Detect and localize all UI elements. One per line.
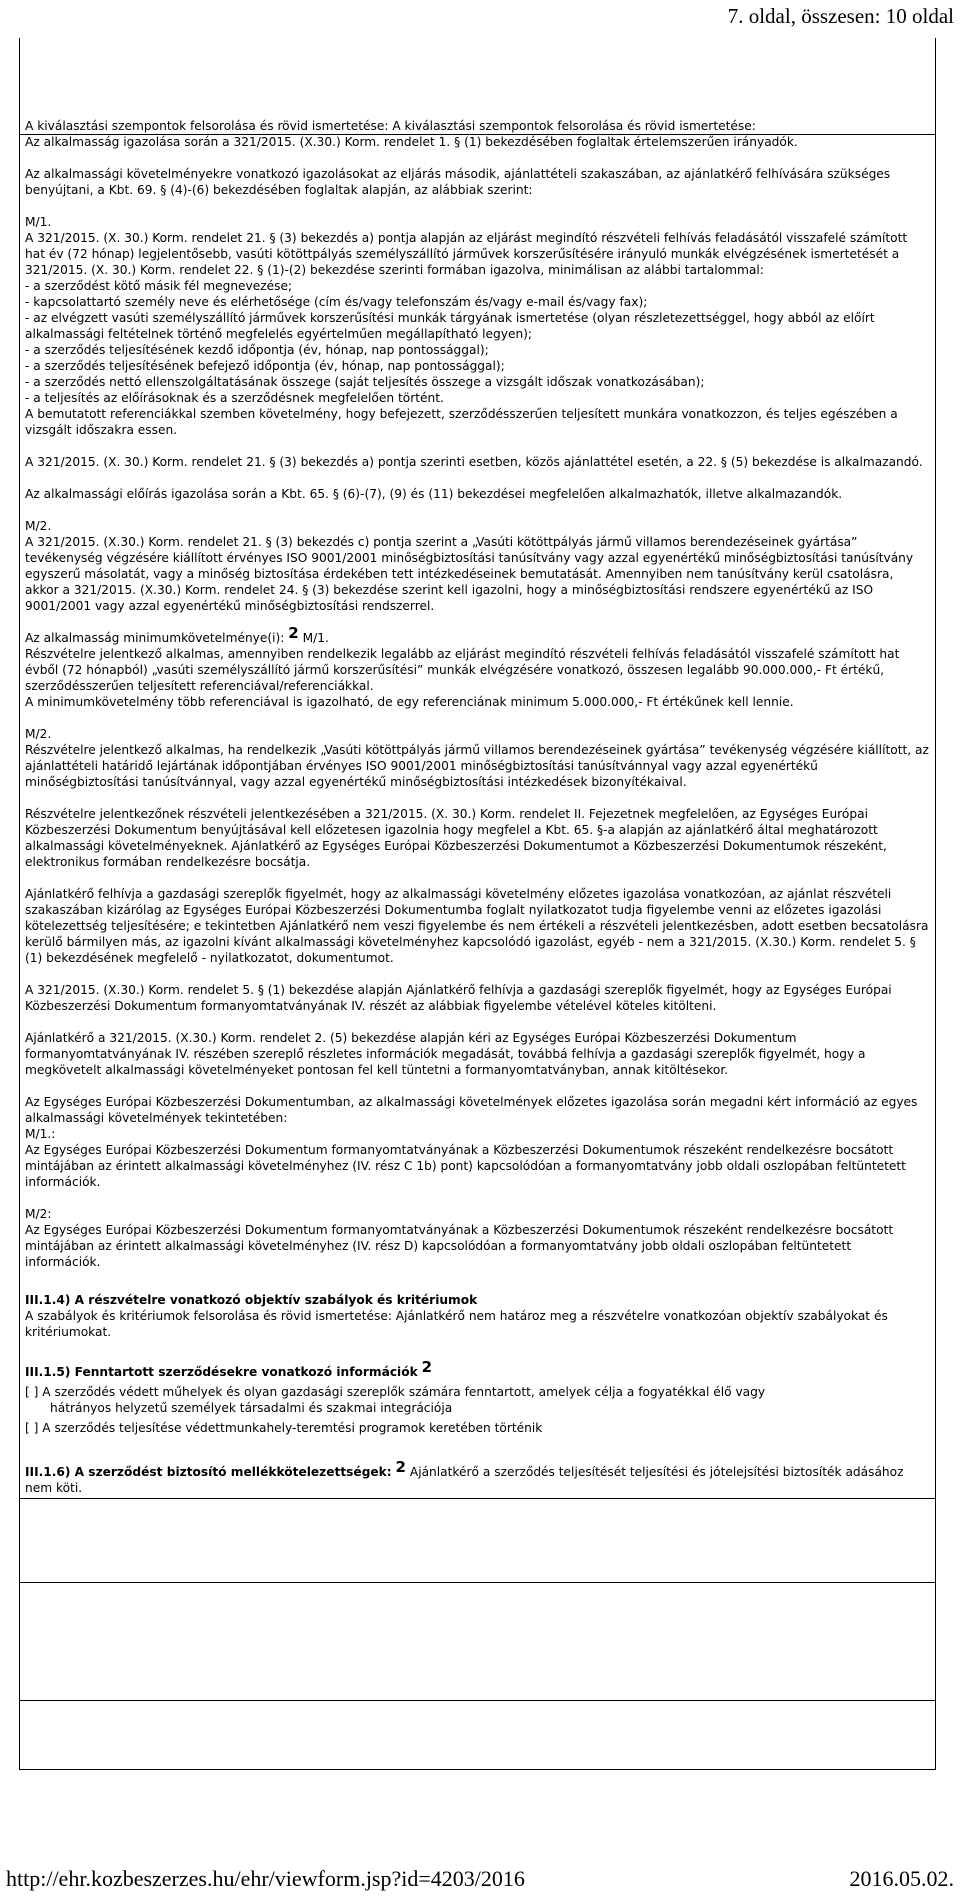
m1-block [25,214,930,438]
section-116-text: Ajánlatkérő a szerződés teljesítését teljesítési és jótelejsítési biztosíték adásához nem köti. [25,1465,904,1495]
rendelet5-paragraph: A 321/2015. (X.30.) Korm. rendelet 5. § (1) bekezdése alapján Ajánlatkérő felhívja a gazdasági szereplők figyelmét, hogy az Egységes Európai Közbeszerzési Dokumentum formanyomtatványának IV. részét az alábbiak figyelembe vételével köteles kitölteni. [25,983,892,1013]
section-divider [19,1700,936,1701]
minimum-label-line [25,624,930,646]
section-114-text: A szabályok és kritériumok felsorolása és rövid ismertetése: Ajánlatkérő nem határoz meg a részvételre vonatkozóan objektív szabályokat és kritériumokat. [25,1309,888,1339]
footer-url: http://ehr.kozbeszerzes.hu/ehr/viewform.jsp?id=4203/2016 [6,1866,525,1891]
list-item: - kapcsolattartó személy neve és elérhetősége (cím és/vagy telefonszám és/vagy e-mail és/vagy fax); [25,295,648,309]
section-116 [25,1458,930,1496]
espd-m2-block [25,1206,930,1270]
section-115-title-line [25,1358,930,1380]
espd-paragraph: Részvételre jelentkezőnek részvételi jelentkezésében a 321/2015. (X. 30.) Korm. rendelet II. Fejezetnek megfelelően, az Egységes Európai Közbeszerzési Dokumentum benyújtásával kell előzetesen igazolnia hogy megfelel a Kbt. 65. §-a alapján az ajánlatkérő által meghatározott alkalmassági követelményeknek. Ajánlatkérő az Egységes Európai Közbeszerzési Dokumentumot a Közbeszerzési Dokumentumok részeként, elektronikus formában rendelkezésre bocsátja. [25,807,887,869]
reserved-option-1-cont: hátrányos helyzetű személyek társadalmi és szakmai integrációja [50,1401,453,1415]
section-divider [19,1582,936,1583]
list-item: - a szerződést kötő másik fél megnevezése; [25,279,293,293]
intro-paragraph [25,118,930,150]
minimum-m2-text: Részvételre jelentkező alkalmas, ha rendelkezik „Vasúti kötöttpályás jármű villamos berendezéseinek gyártása” tevékenység végzésére kiállított, az ajánlattételi határidő lejártának időpontjában érvényes ISO 9001/2001 minőségbiztosítási tanúsítvánnyal vagy azzal egyenértékű minőségbiztosítási tanúsítvánnyal, vagy azzal egyenértékű minőségbiztosítási intézkedések bizonyítékaival. [25,743,929,789]
m1-closing: A bemutatott referenciákkal szemben követelmény, hogy befejezett, szerződésszerűen teljesített munkára vonatkozzon, és teljes egészében a vizsgált időszakra essen. [25,407,898,437]
list-item: - a teljesítés az előírásoknak és a szerződésnek megfelelően történt. [25,391,444,405]
document-content [25,118,930,1512]
minimum-label: Az alkalmasság minimumkövetelménye(i): [25,631,285,645]
minimum-m1-note: A minimumkövetelmény több referenciával is igazolható, de egy referenciának minimum 5.000.000,- Ft értékűnek kell lennie. [25,695,794,709]
m2-text: A 321/2015. (X.30.) Korm. rendelet 21. § (3) bekezdés c) pontja szerint a „Vasúti kötöttpályás jármű villamos berendezéseinek gyártása” tevékenység végzésére kiállított érvényes ISO 9001/2001 minőségbiztosítási tanúsítvány vagy azzal egyenértékű minőségbiztosítási tanúsítvány egyszerű másolatát, vagy a minőség biztosítása érdekében tett intézkedéseinek bemutatását. Amennyiben nem tanúsítvány kerül csatolásra, akkor a 321/2015. (X.30.) Korm. rendelet 24. § (3) bekezdése szerint kell igazolni, hogy a minőségbiztosítási rendszere egyenértékű az ISO 9001/2001 vagy azzal egyenértékű minőségbiztosítási rendszerrel. [25,535,914,613]
espd-m1-label: M/1.: [25,1127,56,1141]
espd-m2-text: Az Egységes Európai Közbeszerzési Dokumentum formanyomtatványának a Közbeszerzési Dokumentumok részeként rendelkezésre bocsátott mintájában az érintett alkalmassági követelményhez (IV. rész D) kapcsolódóan a formanyomtatvány jobb oldali oszlopában feltüntetett információk. [25,1223,894,1269]
m1-text: A 321/2015. (X. 30.) Korm. rendelet 21. § (3) bekezdés a) pontja alapján az eljárást megindító részvételi felhívás feladásától visszafelé számított hat év (72 hónap) legjelentősebb, vasúti kötöttpályás személyszállító járművek korszerűsítésére irányuló munkák elvégzésének ismertetését a 321/2015. (X. 30.) Korm. rendelet 22. § (1)-(2) bekezdése szerinti formában igazolva, minimálisan az alábbi tartalommal: [25,231,908,277]
espd-m2-label: M/2: [25,1207,52,1221]
joint-bid-paragraph: A 321/2015. (X. 30.) Korm. rendelet 21. § (3) bekezdés a) pontja szerinti esetben, közös ajánlattétel esetén, a 22. § (5) bekezdése is alkalmazandó. [25,455,923,469]
page-indicator: 7. oldal, összesen: 10 oldal [727,4,954,28]
espd-details-block [25,1094,930,1190]
section-114 [25,1292,930,1340]
m1-label: M/1. [25,215,52,229]
intro-line: A kiválasztási szempontok felsorolása és rövid ismertetése: A kiválasztási szempontok felsorolása és rövid ismertetése: [25,119,756,133]
list-item: - a szerződés teljesítésének kezdő időpontja (év, hónap, nap pontossággal); [25,343,489,357]
reserved-option-2-text: [ ] A szerződés teljesítése védettmunkahely-teremtési programok keretében történik [25,1421,543,1435]
requirements-paragraph: Az alkalmassági követelményekre vonatkozó igazolásokat az eljárás második, ajánlattételi szakaszában, az ajánlatkérő felhívására szükséges benyújtani, a Kbt. 69. § (4)-(6) bekezdésében foglaltak alapján, az alábbiak szerint: [25,167,891,197]
m2-block [25,518,930,614]
list-item: - az elvégzett vasúti személyszállító járművek korszerűsítési munkák tárgyának ismertetése (olyan részletezettséggel, hogy abból az előírt alkalmassági feltételnek történő megfelelés egyértelműen megállapítható legyen); [25,311,875,341]
reserved-option-1-text: [ ] A szerződés védett műhelyek és olyan gazdasági szereplők számára fenntartott, amelyek célja a fogyatékkal élő vagy [25,1385,766,1399]
section-115-title: III.1.5) Fenntartott szerződésekre vonatkozó információk [25,1365,418,1379]
footnote-marker: 2 [288,624,299,642]
rendelet2-paragraph: Ajánlatkérő a 321/2015. (X.30.) Korm. rendelet 2. (5) bekezdése alapján kéri az Egységes Európai Közbeszerzési Dokumentum formanyomtatványának IV. részében szereplő részletes információk megadását, továbbá felhívja a gazdasági szereplők figyelmét, hogy a megkövetelt alkalmassági követelményeket pontosan fel kell tüntetni a formanyomtatványban, annak kitöltésekor. [25,1031,866,1077]
kbt65-paragraph: Az alkalmassági előírás igazolása során a Kbt. 65. § (6)-(7), (9) és (11) bekezdései megfelelően alkalmazhatók, illetve alkalmazandók. [25,487,843,501]
minimum-first: M/1. [302,631,329,645]
minimum-requirements-block [25,624,930,710]
intro-line: Az alkalmasság igazolása során a 321/2015. (X.30.) Korm. rendelet 1. § (1) bekezdésében foglaltak értelemszerűen irányadók. [25,135,798,149]
espd-m1-text: Az Egységes Európai Közbeszerzési Dokumentum formanyomtatványának a Közbeszerzési Dokumentumok részeként rendelkezésre bocsátott mintájában az érintett alkalmassági követelményhez (IV. rész C 1b) pont) kapcsolódóan a formanyomtatvány jobb oldali oszlopában feltüntetett információk. [25,1143,906,1189]
attention-paragraph: Ajánlatkérő felhívja a gazdasági szereplők figyelmét, hogy az alkalmassági követelmény előzetes igazolása vonatkozóan, az ajánlat részvételi szakaszában kizárólag az Egységes Európai Közbeszerzési Dokumentumba foglalt nyilatkozatot tudja figyelembe venni az előzetes igazolási kötelezettség teljesítésére; e tekintetben Ajánlatkérő nem veszi figyelembe és nem értékeli a részvételi jelentkezésben, adott esetben becsatolásra kerülő bármilyen más, az igazolni kívánt alkalmassági követelményhez kapcsolódó igazolást, egyéb - nem a 321/2015. (X.30.) Korm. rendelet 5. § (1) bekezdésének megfelelő - nyilatkozatot, dokumentumot. [25,887,929,965]
footnote-marker: 2 [395,1458,406,1476]
m2-label: M/2. [25,519,52,533]
espd-details-intro: Az Egységes Európai Közbeszerzési Dokumentumban, az alkalmassági követelmények előzetes igazolása során megadni kért információ az egyes alkalmassági követelmények tekintetében: [25,1095,918,1125]
minimum-m2-label: M/2. [25,727,52,741]
footer-date: 2016.05.02. [849,1866,954,1891]
section-116-title: III.1.6) A szerződést biztosító mellékkötelezettségek: [25,1465,392,1479]
footnote-marker: 2 [421,1358,433,1376]
minimum-m1-text: Részvételre jelentkező alkalmas, amennyiben rendelkezik legalább az eljárást megindító részvételi felhívás feladásától visszafelé számított hat évből (72 hónapból) „vasúti személyszállító jármű korszerűsítési” munkák elvégzésére vonatkozó, összesen legalább 90.000.000,- Ft értékű, szerződésszerűen teljesített referenciával/referenciákkal. [25,647,900,693]
section-114-title: III.1.4) A részvételre vonatkozó objektív szabályok és kritériumok [25,1293,478,1307]
list-item: - a szerződés teljesítésének befejező időpontja (év, hónap, nap pontossággal); [25,359,505,373]
list-item: - a szerződés nettó ellenszolgáltatásának összege (saját teljesítés összege a vizsgált időszak vonatkozásában); [25,375,705,389]
reserved-option-1 [25,1384,930,1416]
section-115 [25,1358,930,1380]
reserved-option-2 [25,1420,930,1436]
minimum-m2-block [25,726,930,790]
